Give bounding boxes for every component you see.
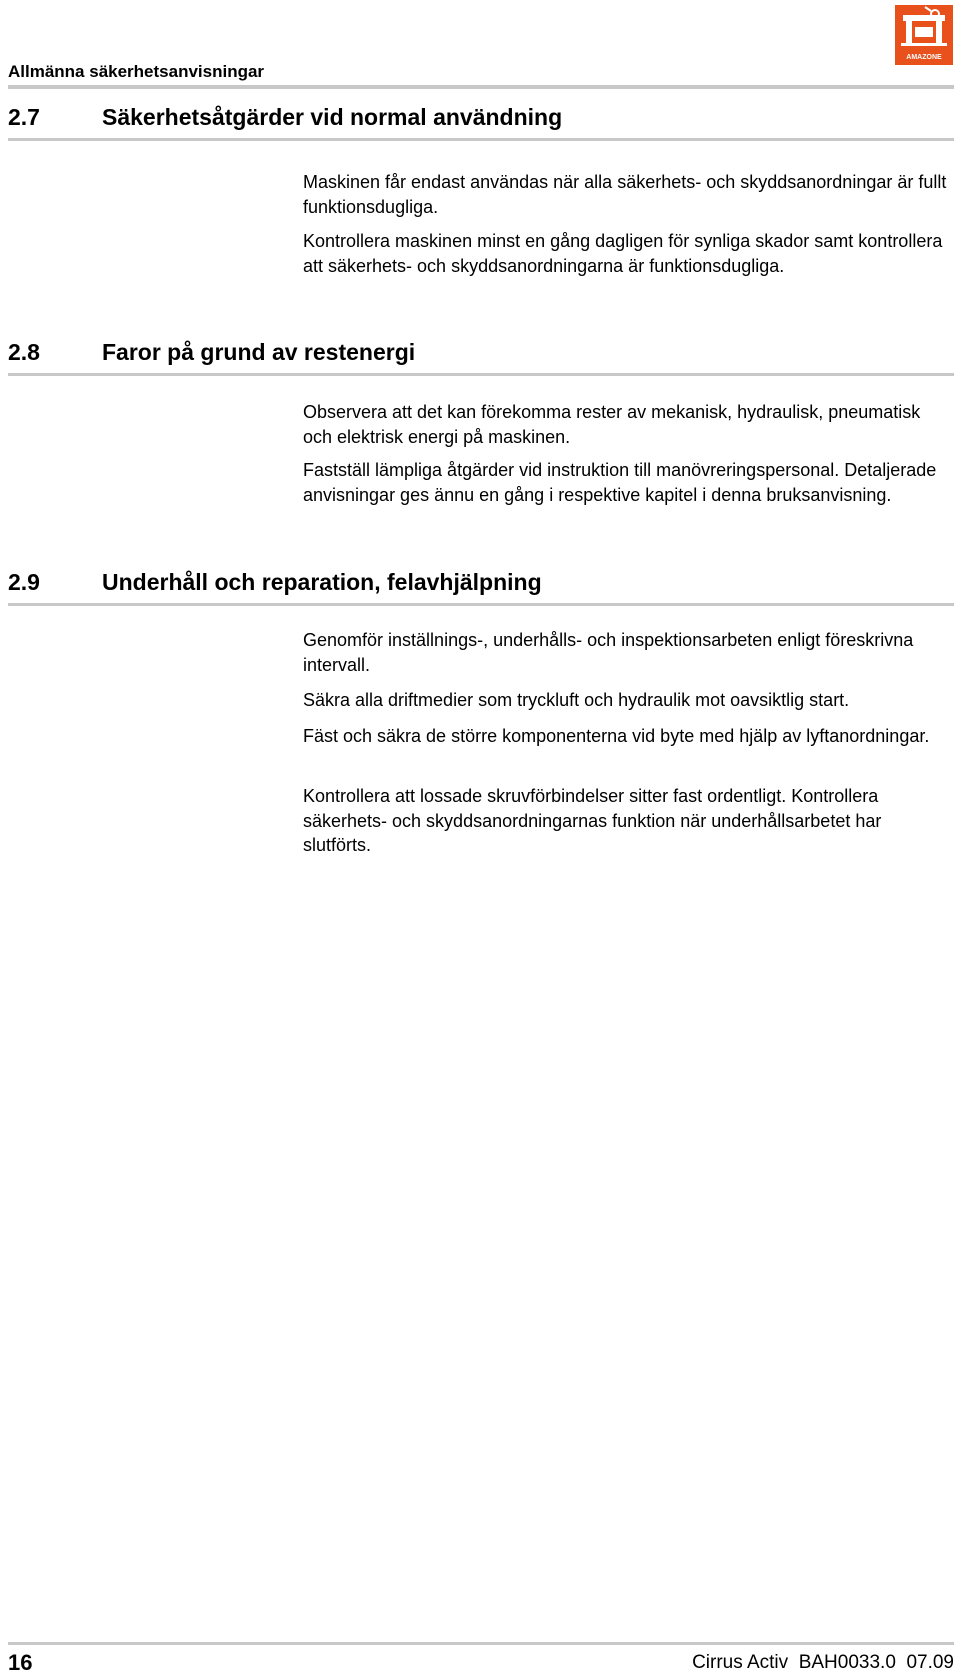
section-number: 2.9: [8, 569, 40, 595]
paragraph: Kontrollera maskinen minst en gång dagligen för synliga skador samt kontrollera att säkerhets- och skyddsanordningarna är funktionsdugliga.: [303, 231, 943, 276]
section-number: 2.8: [8, 339, 40, 365]
page-header-title: Allmänna säkerhetsanvisningar: [8, 62, 265, 81]
paragraph: Fäst och säkra de större komponenterna vid byte med hjälp av lyftanordningar.: [303, 726, 930, 746]
section-rule: [8, 373, 954, 376]
svg-text:AMAZONE: AMAZONE: [906, 54, 942, 61]
section-rule: [8, 603, 954, 606]
section-2-8: [8, 339, 954, 376]
section-title: Säkerhetsåtgärder vid normal användning: [102, 104, 563, 130]
paragraph: Maskinen får endast användas när alla säkerhets- och skyddsanordningar är fullt funktionsdugliga.: [303, 172, 947, 217]
page-number: 16: [8, 1650, 33, 1675]
paragraph: Genomför inställnings-, underhålls- och inspektionsarbeten enligt föreskrivna intervall.: [303, 630, 914, 675]
paragraph: Fastställ lämpliga åtgärder vid instruktion till manövreringspersonal. Detaljerade anvisningar ges ännu en gång i respektive kapitel i denna bruksanvisning.: [303, 460, 937, 505]
header-rule: [8, 85, 954, 89]
paragraph: Säkra alla driftmedier som tryckluft och hydraulik mot oavsiktlig start.: [303, 690, 850, 710]
amazone-logo: [895, 5, 953, 65]
paragraph: Observera att det kan förekomma rester av mekanisk, hydraulisk, pneumatisk och elektrisk energi på maskinen.: [303, 402, 921, 447]
footer-rule: [8, 1642, 954, 1645]
section-number: 2.7: [8, 104, 40, 130]
section-2-9: [8, 569, 954, 606]
document-reference: Cirrus Activ BAH0033.0 07.09: [692, 1652, 954, 1673]
paragraph: Kontrollera att lossade skruvförbindelser sitter fast ordentligt. Kontrollera säkerhets- och skyddsanordningarnas funktion när underhållsarbetet har slutförts.: [303, 786, 882, 855]
section-2-7: [8, 104, 954, 141]
section-rule: [8, 138, 954, 141]
section-title: Underhåll och reparation, felavhjälpning: [102, 569, 542, 595]
section-title: Faror på grund av restenergi: [102, 339, 416, 365]
